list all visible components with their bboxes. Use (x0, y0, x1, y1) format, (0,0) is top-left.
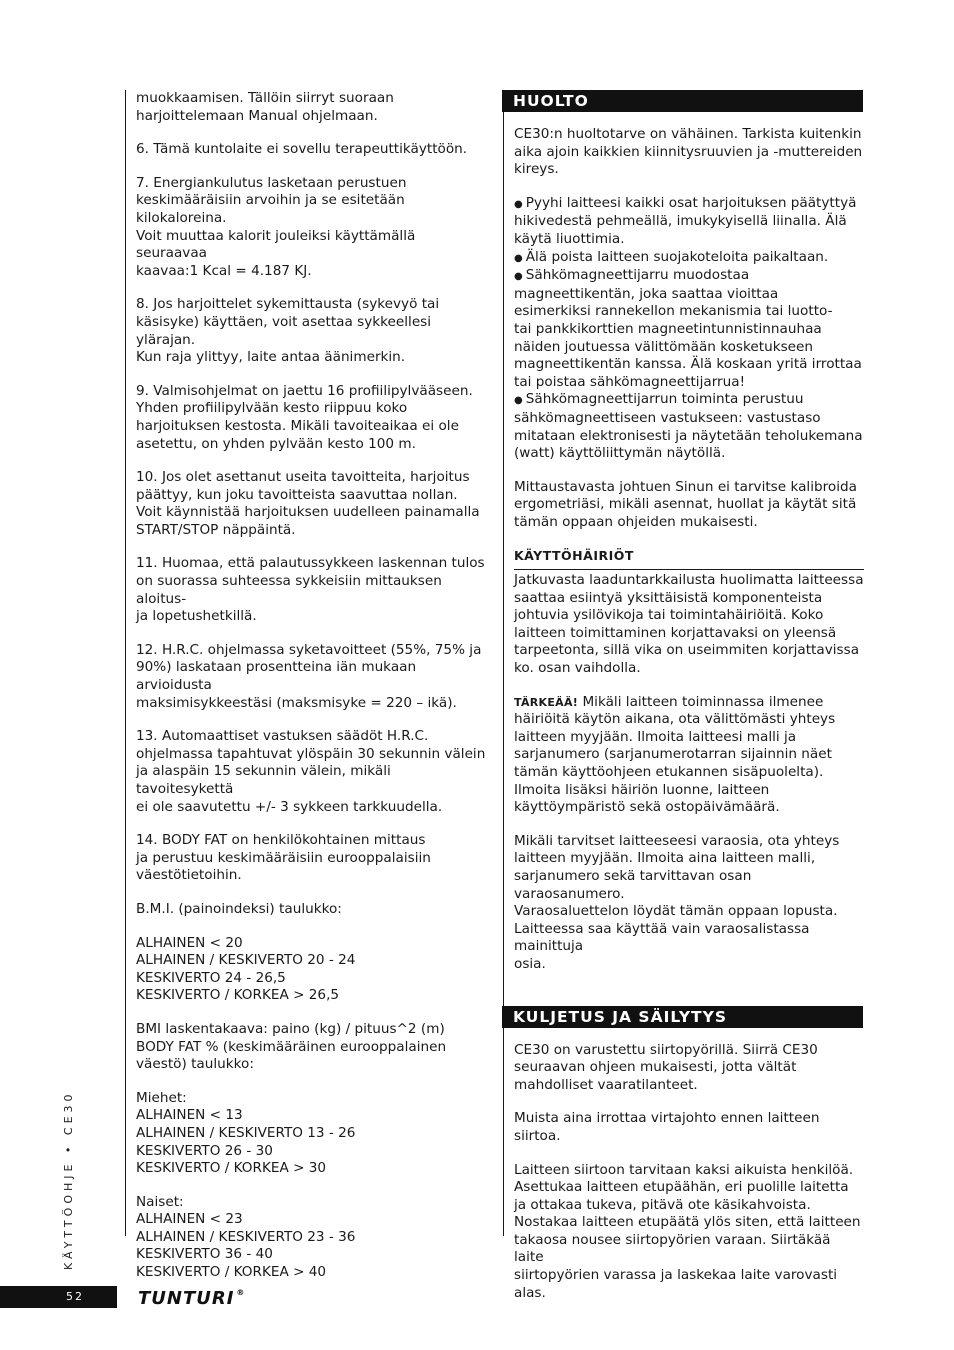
paragraph: muokkaamisen. Tällöin siirryt suoraan harjoittelemaan Manual ohjelmaan. (136, 90, 394, 124)
logo-text: TUNTURI (138, 1288, 235, 1309)
paragraph: 7. Energiankulutus lasketaan perustuen keskimääräisiin arvoihin ja se esitetään kilokaloreina. Voit muuttaa kalorit jouleiksi käyttämällä seuraavaa kaavaa:1 Kcal = 4.187 KJ. (136, 174, 416, 279)
list-item-text: Sähkömagneettijarru muodostaa magneettikentän, joka saattaa vioittaa esimerkiksi rannekellon mekanismia tai luotto- tai pankkikorttien magneetintunnistinnauhaa näiden joutuessa välittömään kosketukseen magneettikentän kanssa. Älä koskaan yritä irrottaa tai poistaa sähkömagneettijarrua! (514, 267, 862, 390)
important-notice (514, 694, 864, 817)
right-column (514, 90, 864, 1318)
left-column-rule (125, 90, 126, 1236)
paragraph: Muista aina irrottaa virtajohto ennen laitteen siirtoa. (514, 1110, 820, 1144)
bullet-icon: ● (514, 198, 523, 210)
side-document-label: KÄYTTÖOHJE • CE30 (62, 1090, 75, 1270)
paragraph: Mikäli tarvitset laitteeseesi varaosia, ota yhteys laitteen myyjään. Ilmoita aina laitteen malli, sarjanumero sekä tarvittavan osan varaosanumero. Varaosaluettelon löydät tämän oppaan lopusta. Laitteessa saa käyttää vain varaosalistassa mainittuja osia. (514, 832, 840, 972)
middle-column-rule (503, 90, 504, 1236)
paragraph: Jatkuvasta laaduntarkkailusta huolimatta laitteessa saattaa esiintyä yksittäisistä komponenteista johtuvia ysilövikoja tai toimintahäiriöitä. Koko laitteen toimittaminen korjattavaksi on yleensä tarpeetonta, sillä vika on useimmiten korjattavissa ko. osan vaihdolla. (514, 572, 864, 677)
bullet-icon: ● (514, 271, 523, 283)
paragraph: BMI laskentakaava: paino (kg) / pituus^2 (m) BODY FAT % (keskimääräinen eurooppalainen väestö) taulukko: (136, 1020, 447, 1073)
bodyfat-women-table: Naiset: ALHAINEN < 23 ALHAINEN / KESKIVERTO 23 - 36 KESKIVERTO 36 - 40 KESKIVERTO / KORKEA > 40 (136, 1193, 356, 1281)
list-item (514, 267, 864, 391)
paragraph: Laitteen siirtoon tarvitaan kaksi aikuista henkilöä. Asettukaa laitteen etupäähän, eri puolille laitetta ja ottakaa tukeva, pitävä ote käsikahvoista. Nostakaa laitteen etupäätä ylös siten, että laitteen takaosa nousee siirtopyörien varaan. Siirtäkää laite siirtopyörien varassa ja laskekaa laite varovasti alas. (514, 1161, 861, 1301)
bullet-icon: ● (514, 252, 523, 264)
bmi-table: ALHAINEN < 20 ALHAINEN / KESKIVERTO 20 - 24 KESKIVERTO 24 - 26,5 KESKIVERTO / KORKEA > 26,5 (136, 934, 356, 1004)
paragraph: Mittaustavasta johtuen Sinun ei tarvitse kalibroida ergometriäsi, mikäli asennat, huollat ja käytät sitä tämän oppaan ohjeiden mukaisesti. (514, 478, 857, 530)
paragraph: 10. Jos olet asettanut useita tavoitteita, harjoitus päättyy, kun joku tavoitteista saavuttaa nollan. Voit käynnistää harjoituksen uudelleen painamalla START/STOP näppäintä. (136, 469, 480, 538)
maintenance-bullet-list (514, 195, 864, 463)
list-item-text: Sähkömagneettijarrun toiminta perustuu sähkömagneettiseen vastukseen: vastustaso mitataan elektronisesti ja näytetään teholukemana (watt) käyttöliittymän näytöllä. (514, 391, 863, 462)
paragraph: 11. Huomaa, että palautussykkeen laskennan tulos on suorassa suhteessa sykkeisiin mittauksen aloitus- ja lopetushetkillä. (136, 555, 485, 625)
paragraph: 14. BODY FAT on henkilökohtainen mittaus ja perustuu keskimääräisiin eurooppalaisiin väestötietoihin. (136, 832, 431, 884)
list-item-text: Älä poista laitteen suojakoteloita paikaltaan. (525, 248, 829, 265)
left-column (136, 90, 488, 1298)
page-number: 52 (66, 1290, 84, 1303)
paragraph: 9. Valmisohjelmat on jaettu 16 profiilipylvääseen. Yhden profiilipylvään kesto riippuu koko harjoituksen kestosta. Mikäli tavoiteaikaa ei ole asetettu, on yhden pylvään kesto 100 m. (136, 382, 473, 452)
list-item-text: Pyyhi laitteesi kaikki osat harjoituksen päätyttyä hikivedestä pehmeällä, imukykyisellä liinalla. Älä käytä liuottimia. (514, 194, 857, 247)
paragraph: 13. Automaattiset vastuksen säädöt H.R.C. ohjelmassa tapahtuvat ylöspäin 30 sekunnin välein ja alaspäin 15 sekunnin välein, mikäli tavoitesykettä ei ole saavutettu +/- 3 sykkeen tarkkuudella. (136, 728, 486, 815)
important-label: TÄRKEÄÄ! (514, 695, 579, 709)
bullet-icon: ● (514, 395, 523, 407)
section-header-huolto: HUOLTO (502, 90, 863, 112)
paragraph: 12. H.R.C. ohjelmassa syketavoitteet (55%, 75% ja 90%) laskataan prosentteina iän mukaan arvioidusta maksimisykkeestäsi (maksmisyke = 220 – ikä). (136, 641, 482, 711)
section-header-kayttohairiot: KÄYTTÖHÄIRIÖT (514, 547, 864, 570)
list-item (514, 249, 864, 268)
page-number-bar (0, 1286, 117, 1308)
tunturi-logo (138, 1288, 245, 1309)
section-header-kuljetus: KULJETUS JA SÄILYTYS (502, 1006, 863, 1028)
bodyfat-men-table: Miehet: ALHAINEN < 13 ALHAINEN / KESKIVERTO 13 - 26 KESKIVERTO 26 - 30 KESKIVERTO / KORKEA > 30 (136, 1089, 356, 1177)
list-item (514, 391, 864, 462)
paragraph: B.M.I. (painoindeksi) taulukko: (136, 900, 342, 917)
important-text: Mikäli laitteen toiminnassa ilmenee häiriöitä käytön aikana, ota välittömästi yhteys laitteen myyjään. Ilmoita laitteesi malli ja sarjanumero (sarjanumerotarran sijainnin näet tämän käyttöohjeen etukannen sisäpuolelta). Ilmoita lisäksi häiriön luonne, laitteen käyttöympäristö sekä ostopäivämäärä. (514, 693, 836, 816)
paragraph: 8. Jos harjoittelet sykemittausta (sykevyö tai käsisyke) käyttäen, voit asettaa sykkeellesi ylärajan. Kun raja ylittyy, laite antaa äänimerkin. (136, 296, 440, 366)
paragraph: CE30 on varustettu siirtopyörillä. Siirrä CE30 seuraavan ohjeen mukaisesti, jotta vältät mahdolliset vaaratilanteet. (514, 1041, 818, 1093)
list-item (514, 195, 864, 249)
paragraph: CE30:n huoltotarve on vähäinen. Tarkista kuitenkin aika ajoin kaikkien kiinnitysruuvien ja -muttereiden kireys. (514, 126, 863, 178)
paragraph: 6. Tämä kuntolaite ei sovellu terapeuttikäyttöön. (136, 141, 468, 158)
registered-mark: ® (236, 1288, 246, 1297)
